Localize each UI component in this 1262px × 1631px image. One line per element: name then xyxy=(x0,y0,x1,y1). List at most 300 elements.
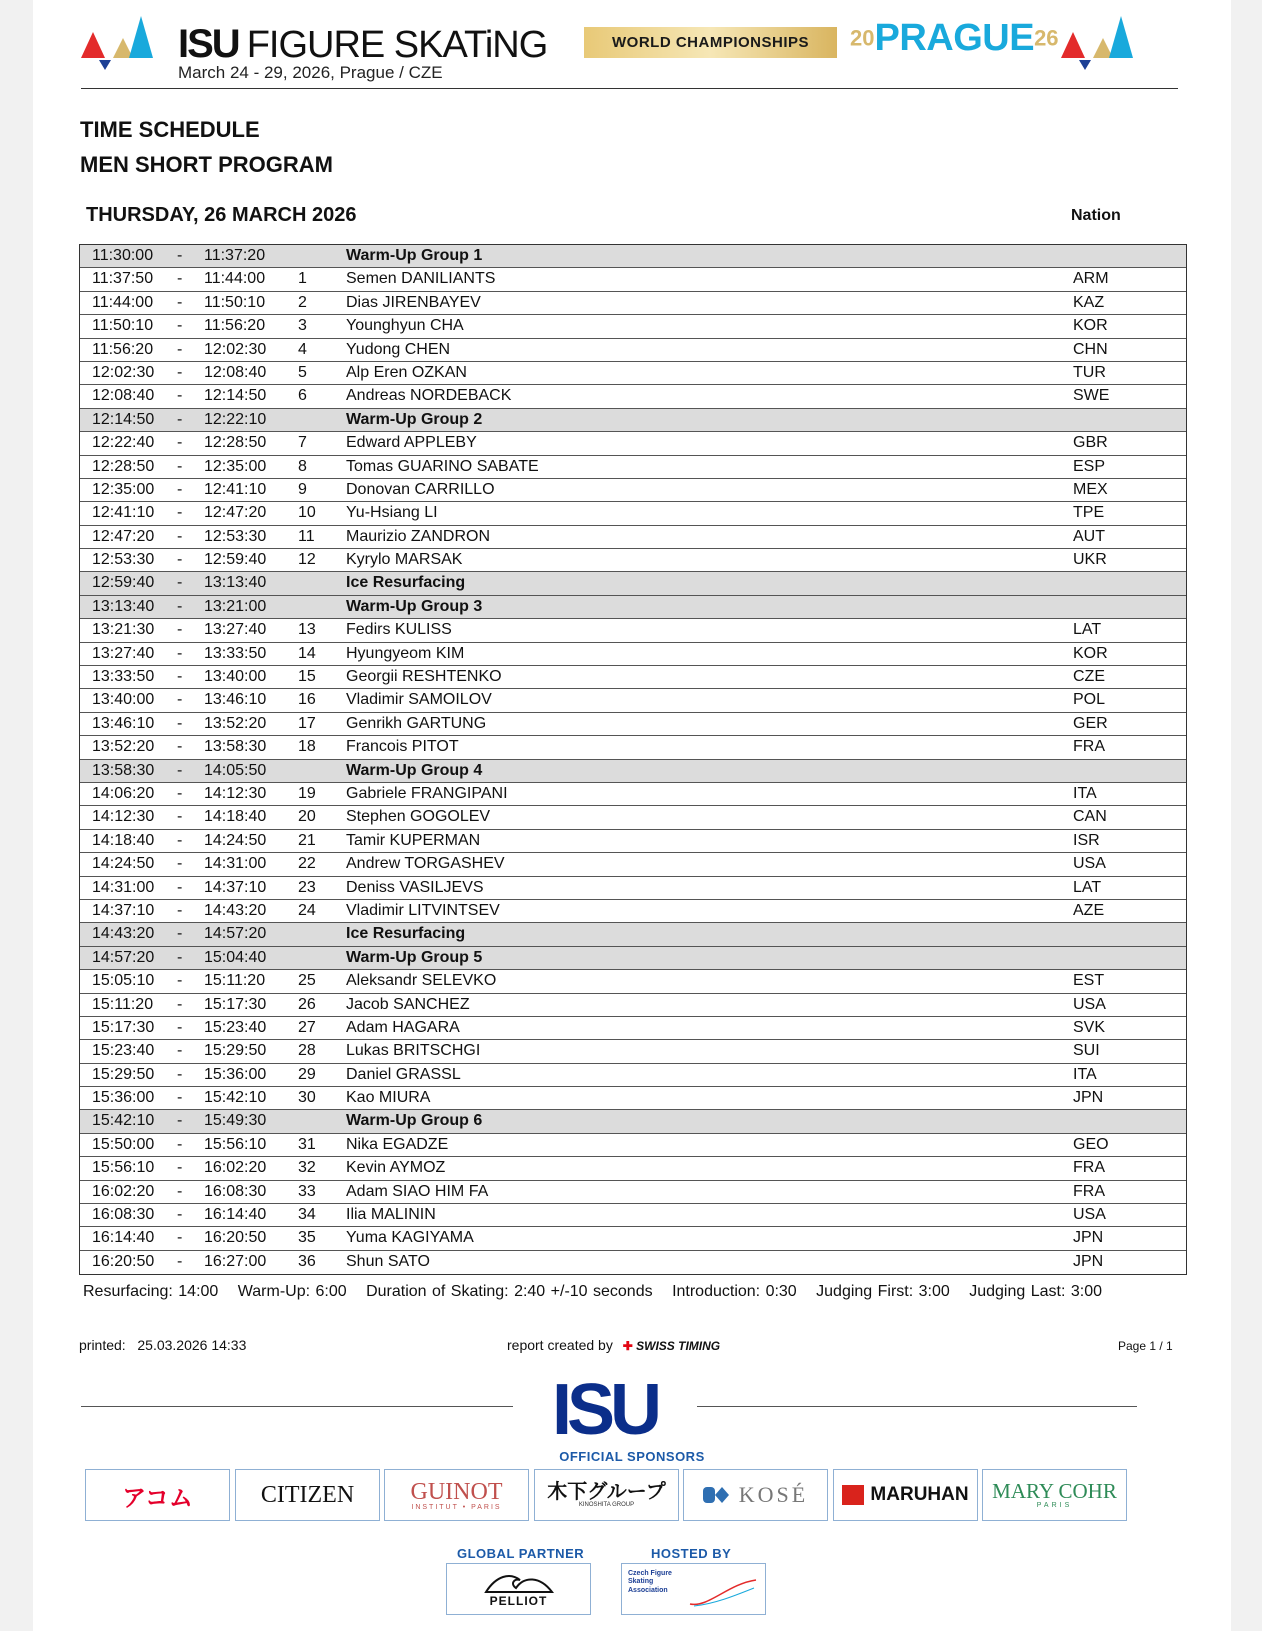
start-time: 16:02:20 xyxy=(92,1182,155,1200)
schedule-entry-row xyxy=(80,1157,1186,1180)
time-separator: - xyxy=(177,480,183,498)
nation-code: CAN xyxy=(1073,808,1107,826)
note-duration: Duration of Skating: 2:40 +/-10 seconds xyxy=(366,1283,653,1300)
printed-value: 25.03.2026 14:33 xyxy=(137,1337,247,1353)
skater-name: Vladimir LITVINTSEV xyxy=(346,901,500,919)
end-time: 15:29:50 xyxy=(204,1042,267,1060)
schedule-entry-row xyxy=(80,1251,1186,1274)
skater-name: Francois PITOT xyxy=(346,738,459,756)
doc-subtitle: MEN SHORT PROGRAM xyxy=(80,152,333,177)
maruhan-mark-icon xyxy=(842,1485,864,1505)
start-number: 5 xyxy=(298,363,307,381)
time-separator: - xyxy=(177,527,183,545)
start-number: 16 xyxy=(298,691,316,709)
schedule-entry-row xyxy=(80,1017,1186,1040)
championship-triangles-left-icon xyxy=(77,14,157,72)
schedule-entry-row xyxy=(80,385,1186,408)
schedule-table xyxy=(79,244,1187,1275)
citizen-logo: CITIZEN xyxy=(260,1481,355,1508)
start-time: 14:12:30 xyxy=(92,808,155,826)
start-number: 12 xyxy=(298,551,316,569)
time-separator: - xyxy=(177,644,183,662)
schedule-entry-row xyxy=(80,432,1186,455)
schedule-section-row xyxy=(80,245,1186,268)
nation-code: GBR xyxy=(1073,434,1108,452)
nation-code: ISR xyxy=(1073,831,1100,849)
guinot-logo: GUINOT xyxy=(410,1478,503,1505)
start-time: 11:56:20 xyxy=(92,340,154,358)
skater-name: Andrew TORGASHEV xyxy=(346,855,505,873)
end-time: 14:31:00 xyxy=(204,855,267,873)
time-separator: - xyxy=(177,738,183,756)
time-separator: - xyxy=(177,1042,183,1060)
start-time: 14:06:20 xyxy=(92,784,155,802)
time-separator: - xyxy=(177,1018,183,1036)
sponsor-guinot xyxy=(384,1469,529,1521)
host-csfa xyxy=(621,1563,766,1615)
start-number: 3 xyxy=(298,317,307,335)
time-separator: - xyxy=(177,855,183,873)
maruhan-logo: MARUHAN xyxy=(870,1484,969,1505)
start-number: 29 xyxy=(298,1065,316,1083)
note-introduction: Introduction: 0:30 xyxy=(672,1283,797,1300)
nation-column-header: Nation xyxy=(1071,207,1121,224)
time-separator: - xyxy=(177,247,183,264)
kose-logo: KOSÉ xyxy=(738,1482,809,1507)
time-separator: - xyxy=(177,597,183,615)
end-time: 15:23:40 xyxy=(204,1018,267,1036)
start-time: 15:56:10 xyxy=(92,1159,155,1177)
end-time: 15:11:20 xyxy=(204,972,266,990)
start-time: 15:17:30 xyxy=(92,1018,155,1036)
start-time: 13:13:40 xyxy=(92,597,155,615)
section-label: Warm-Up Group 2 xyxy=(346,410,483,428)
schedule-entry-row xyxy=(80,1181,1186,1204)
end-time: 14:37:10 xyxy=(204,878,267,896)
start-time: 11:30:00 xyxy=(92,247,154,264)
start-time: 12:59:40 xyxy=(92,574,155,592)
isu-logo: ISU xyxy=(552,1370,658,1450)
nation-code: USA xyxy=(1073,1206,1106,1224)
start-time: 14:57:20 xyxy=(92,948,155,966)
end-time: 15:04:40 xyxy=(204,948,267,966)
time-separator: - xyxy=(177,761,183,779)
swiss-timing-logo xyxy=(623,1339,720,1353)
skater-name: Yuma KAGIYAMA xyxy=(346,1229,474,1247)
start-number: 13 xyxy=(298,621,316,639)
section-label: Warm-Up Group 3 xyxy=(346,597,483,615)
start-time: 12:41:10 xyxy=(92,504,155,522)
nation-code: USA xyxy=(1073,995,1106,1013)
nation-code: TPE xyxy=(1073,504,1105,522)
swiss-timing-text: SWISS TIMING xyxy=(636,1339,721,1353)
time-separator: - xyxy=(177,691,183,709)
sponsor-acom xyxy=(85,1469,230,1521)
skater-name: Yu-Hsiang LI xyxy=(346,504,438,522)
nation-code: KOR xyxy=(1073,644,1108,662)
time-separator: - xyxy=(177,831,183,849)
schedule-entry-row xyxy=(80,1087,1186,1110)
time-separator: - xyxy=(177,387,183,405)
start-time: 15:36:00 xyxy=(92,1089,155,1107)
start-time: 13:46:10 xyxy=(92,714,155,732)
section-label: Warm-Up Group 6 xyxy=(346,1112,483,1130)
skater-name: Tamir KUPERMAN xyxy=(346,831,481,849)
skater-name: Adam SIAO HIM FA xyxy=(346,1182,489,1200)
end-time: 16:20:50 xyxy=(204,1229,267,1247)
nation-code: GEO xyxy=(1073,1135,1109,1153)
skater-name: Stephen GOGOLEV xyxy=(346,808,491,826)
footer-divider-left xyxy=(81,1406,513,1407)
schedule-entry-row xyxy=(80,666,1186,689)
time-separator: - xyxy=(177,1229,183,1247)
schedule-entry-row xyxy=(80,783,1186,806)
end-time: 11:56:20 xyxy=(204,317,266,335)
start-number: 18 xyxy=(298,738,316,756)
start-number: 27 xyxy=(298,1018,316,1036)
skater-name: Daniel GRASSL xyxy=(346,1065,461,1083)
schedule-entry-row xyxy=(80,1064,1186,1087)
schedule-entry-row xyxy=(80,994,1186,1017)
start-number: 25 xyxy=(298,972,316,990)
time-separator: - xyxy=(177,1206,183,1224)
start-number: 35 xyxy=(298,1229,316,1247)
end-time: 13:13:40 xyxy=(204,574,267,592)
sponsor-kose xyxy=(683,1469,828,1521)
end-time: 12:22:10 xyxy=(204,410,267,428)
time-separator: - xyxy=(177,1112,183,1130)
end-time: 13:40:00 xyxy=(204,668,267,686)
start-number: 21 xyxy=(298,831,316,849)
end-time: 16:02:20 xyxy=(204,1159,267,1177)
end-time: 16:14:40 xyxy=(204,1206,267,1224)
start-time: 16:08:30 xyxy=(92,1206,155,1224)
skater-name: Younghyun CHA xyxy=(346,317,464,335)
hosted-by-heading: HOSTED BY xyxy=(651,1546,732,1561)
start-number: 1 xyxy=(298,270,307,288)
pelliot-logo: PELLIOT xyxy=(489,1594,548,1608)
schedule-entry-row xyxy=(80,643,1186,666)
time-separator: - xyxy=(177,948,183,966)
skater-name: Deniss VASILJEVS xyxy=(346,878,484,896)
time-separator: - xyxy=(177,317,183,335)
time-separator: - xyxy=(177,808,183,826)
start-number: 17 xyxy=(298,714,316,732)
end-time: 12:28:50 xyxy=(204,434,267,452)
start-time: 14:24:50 xyxy=(92,855,155,873)
nation-code: TUR xyxy=(1073,363,1106,381)
page-number: Page 1 / 1 xyxy=(1118,1339,1173,1353)
end-time: 12:59:40 xyxy=(204,551,267,569)
time-separator: - xyxy=(177,878,183,896)
start-time: 11:44:00 xyxy=(92,293,154,311)
printed-stamp xyxy=(79,1337,246,1353)
start-number: 14 xyxy=(298,644,316,662)
end-time: 14:05:50 xyxy=(204,761,267,779)
start-time: 14:31:00 xyxy=(92,878,155,896)
end-time: 15:56:10 xyxy=(204,1135,267,1153)
nation-code: LAT xyxy=(1073,878,1102,896)
skater-name: Kyrylo MARSAK xyxy=(346,551,463,569)
schedule-entry-row xyxy=(80,479,1186,502)
nation-code: CZE xyxy=(1073,668,1105,686)
nation-code: SVK xyxy=(1073,1018,1106,1036)
schedule-section-row xyxy=(80,947,1186,970)
end-time: 13:52:20 xyxy=(204,714,267,732)
skater-name: Semen DANILIANTS xyxy=(346,270,496,288)
start-time: 13:33:50 xyxy=(92,668,155,686)
section-label: Ice Resurfacing xyxy=(346,925,466,943)
partner-pelliot xyxy=(446,1563,591,1615)
end-time: 11:50:10 xyxy=(204,293,266,311)
global-partner-heading: GLOBAL PARTNER xyxy=(457,1546,585,1561)
skater-name: Donovan CARRILLO xyxy=(346,480,495,498)
time-separator: - xyxy=(177,1135,183,1153)
schedule-section-row xyxy=(80,409,1186,432)
start-time: 12:02:30 xyxy=(92,363,155,381)
start-number: 32 xyxy=(298,1159,316,1177)
year-right: 26 xyxy=(1034,25,1059,51)
end-time: 16:08:30 xyxy=(204,1182,267,1200)
start-time: 16:20:50 xyxy=(92,1252,155,1270)
start-number: 11 xyxy=(298,527,315,545)
start-number: 28 xyxy=(298,1042,316,1060)
time-separator: - xyxy=(177,901,183,919)
note-judging-last: Judging Last: 3:00 xyxy=(969,1283,1102,1300)
start-time: 13:27:40 xyxy=(92,644,155,662)
csfa-logo: Czech Figure Skating Association xyxy=(628,1570,672,1594)
start-time: 13:40:00 xyxy=(92,691,155,709)
schedule-section-row xyxy=(80,596,1186,619)
time-separator: - xyxy=(177,363,183,381)
time-separator: - xyxy=(177,621,183,639)
skater-name: Edward APPLEBY xyxy=(346,434,477,452)
start-time: 14:37:10 xyxy=(92,901,155,919)
prague-logo xyxy=(850,17,1059,60)
nation-code: JPN xyxy=(1073,1229,1104,1247)
schedule-entry-row xyxy=(80,456,1186,479)
year-left: 20 xyxy=(850,25,875,51)
note-warmup: Warm-Up: 6:00 xyxy=(237,1283,347,1300)
start-time: 11:37:50 xyxy=(92,270,154,288)
nation-code: ARM xyxy=(1073,270,1109,288)
time-separator: - xyxy=(177,1089,183,1107)
brand-title xyxy=(178,22,547,67)
start-time: 12:22:40 xyxy=(92,434,155,452)
time-separator: - xyxy=(177,270,183,288)
figure-skating-wordmark: FIGURE SKATiNG xyxy=(246,24,548,66)
schedule-entry-row xyxy=(80,853,1186,876)
nation-code: KOR xyxy=(1073,317,1108,335)
sponsor-mary-cohr xyxy=(982,1469,1127,1521)
note-resurfacing: Resurfacing: 14:00 xyxy=(83,1283,219,1300)
end-time: 15:49:30 xyxy=(204,1112,267,1130)
city-name: PRAGUE xyxy=(874,17,1035,59)
skater-name: Jacob SANCHEZ xyxy=(346,995,470,1013)
end-time: 15:17:30 xyxy=(204,995,267,1013)
start-number: 36 xyxy=(298,1252,316,1270)
nation-code: AZE xyxy=(1073,901,1105,919)
skater-name: Yudong CHEN xyxy=(346,340,451,358)
skater-name: Shun SATO xyxy=(346,1252,430,1270)
end-time: 14:43:20 xyxy=(204,901,267,919)
schedule-entry-row xyxy=(80,315,1186,338)
end-time: 12:02:30 xyxy=(204,340,267,358)
start-time: 15:11:20 xyxy=(92,995,154,1013)
start-number: 24 xyxy=(298,901,316,919)
start-time: 15:29:50 xyxy=(92,1065,155,1083)
start-time: 15:23:40 xyxy=(92,1042,155,1060)
time-separator: - xyxy=(177,784,183,802)
start-number: 26 xyxy=(298,995,316,1013)
start-time: 12:28:50 xyxy=(92,457,155,475)
nation-code: UKR xyxy=(1073,551,1107,569)
mary-cohr-logo: MARY COHR xyxy=(992,1479,1117,1503)
time-separator: - xyxy=(177,972,183,990)
world-championships-band: WORLD CHAMPIONSHIPS xyxy=(584,27,837,58)
time-separator: - xyxy=(177,340,183,358)
schedule-entry-row xyxy=(80,713,1186,736)
start-number: 34 xyxy=(298,1206,316,1224)
skater-name: Adam HAGARA xyxy=(346,1018,460,1036)
start-time: 15:50:00 xyxy=(92,1135,155,1153)
schedule-page xyxy=(33,0,1231,1631)
nation-code: ITA xyxy=(1073,1065,1097,1083)
start-number: 4 xyxy=(298,340,307,358)
sponsor-maruhan xyxy=(833,1469,978,1521)
start-number: 8 xyxy=(298,457,307,475)
end-time: 13:21:00 xyxy=(204,597,267,615)
schedule-notes xyxy=(83,1283,1102,1301)
acom-logo: アコム xyxy=(122,1484,193,1512)
time-separator: - xyxy=(177,434,183,452)
start-time: 13:21:30 xyxy=(92,621,155,639)
skater-name: Aleksandr SELEVKO xyxy=(346,972,497,990)
start-time: 16:14:40 xyxy=(92,1229,155,1247)
start-number: 19 xyxy=(298,784,316,802)
schedule-entry-row xyxy=(80,526,1186,549)
time-separator: - xyxy=(177,1252,183,1270)
schedule-entry-row xyxy=(80,1134,1186,1157)
isu-wordmark: ISU xyxy=(178,22,239,66)
skater-name: Maurizio ZANDRON xyxy=(346,527,491,545)
time-separator: - xyxy=(177,504,183,522)
time-separator: - xyxy=(177,1182,183,1200)
schedule-entry-row xyxy=(80,877,1186,900)
skater-name: Kao MIURA xyxy=(346,1089,431,1107)
schedule-entry-row xyxy=(80,268,1186,291)
schedule-entry-row xyxy=(80,900,1186,923)
end-time: 13:27:40 xyxy=(204,621,267,639)
nation-code: FRA xyxy=(1073,1182,1105,1200)
nation-code: ITA xyxy=(1073,784,1097,802)
start-time: 11:50:10 xyxy=(92,317,154,335)
nation-code: LAT xyxy=(1073,621,1102,639)
report-credit xyxy=(507,1337,720,1353)
nation-code: JPN xyxy=(1073,1089,1104,1107)
skater-name: Nika EGADZE xyxy=(346,1135,449,1153)
schedule-entry-row xyxy=(80,549,1186,572)
start-time: 12:35:00 xyxy=(92,480,155,498)
start-number: 6 xyxy=(298,387,307,405)
report-text: report created by xyxy=(507,1337,613,1353)
schedule-day: THURSDAY, 26 MARCH 2026 xyxy=(86,204,357,226)
skater-name: Lukas BRITSCHGI xyxy=(346,1042,481,1060)
schedule-entry-row xyxy=(80,830,1186,853)
skater-name: Georgii RESHTENKO xyxy=(346,668,502,686)
event-dates: March 24 - 29, 2026, Prague / CZE xyxy=(178,63,443,82)
schedule-entry-row xyxy=(80,1227,1186,1250)
nation-code: KAZ xyxy=(1073,293,1105,311)
skater-name: Fedirs KULISS xyxy=(346,621,452,639)
end-time: 16:27:00 xyxy=(204,1252,267,1270)
skater-name: Vladimir SAMOILOV xyxy=(346,691,492,709)
skater-name: Hyungyeom KIM xyxy=(346,644,465,662)
end-time: 11:44:00 xyxy=(204,270,266,288)
skater-name: Dias JIRENBAYEV xyxy=(346,293,481,311)
official-sponsors-heading: OFFICIAL SPONSORS xyxy=(559,1449,705,1464)
start-time: 12:47:20 xyxy=(92,527,155,545)
schedule-section-row xyxy=(80,923,1186,946)
schedule-entry-row xyxy=(80,1204,1186,1227)
nation-code: CHN xyxy=(1073,340,1108,358)
kinoshita-logo: 木下グループ xyxy=(547,1481,666,1503)
start-time: 15:05:10 xyxy=(92,972,155,990)
nation-code: JPN xyxy=(1073,1252,1104,1270)
start-time: 14:43:20 xyxy=(92,925,155,943)
nation-code: GER xyxy=(1073,714,1108,732)
nation-code: POL xyxy=(1073,691,1106,709)
end-time: 12:14:50 xyxy=(204,387,267,405)
csfa-swoosh-icon xyxy=(688,1574,758,1610)
championship-triangles-right-icon xyxy=(1057,14,1137,72)
guinot-tagline: INSTITUT • PARIS xyxy=(411,1503,502,1511)
doc-title: TIME SCHEDULE xyxy=(80,117,260,142)
schedule-entry-row xyxy=(80,502,1186,525)
nation-code: FRA xyxy=(1073,1159,1105,1177)
time-separator: - xyxy=(177,995,183,1013)
mary-cohr-tagline: PARIS xyxy=(1036,1502,1073,1509)
end-time: 12:35:00 xyxy=(204,457,267,475)
end-time: 11:37:20 xyxy=(204,247,266,264)
nation-code: MEX xyxy=(1073,480,1108,498)
section-label: Warm-Up Group 1 xyxy=(346,247,483,264)
nation-code: FRA xyxy=(1073,738,1105,756)
skater-name: Alp Eren OZKAN xyxy=(346,363,467,381)
schedule-entry-row xyxy=(80,339,1186,362)
end-time: 12:41:10 xyxy=(204,480,267,498)
end-time: 14:12:30 xyxy=(204,784,267,802)
time-separator: - xyxy=(177,1065,183,1083)
section-label: Warm-Up Group 4 xyxy=(346,761,483,779)
header-divider xyxy=(81,88,1178,89)
end-time: 13:58:30 xyxy=(204,738,267,756)
start-time: 12:53:30 xyxy=(92,551,155,569)
schedule-entry-row xyxy=(80,362,1186,385)
pelliot-wave-icon xyxy=(484,1570,554,1594)
time-separator: - xyxy=(177,457,183,475)
end-time: 15:36:00 xyxy=(204,1065,267,1083)
nation-code: EST xyxy=(1073,972,1105,990)
start-time: 15:42:10 xyxy=(92,1112,155,1130)
start-number: 2 xyxy=(298,293,307,311)
time-separator: - xyxy=(177,1159,183,1177)
start-time: 13:52:20 xyxy=(92,738,155,756)
schedule-entry-row xyxy=(80,619,1186,642)
nation-code: SUI xyxy=(1073,1042,1100,1060)
skater-name: Genrikh GARTUNG xyxy=(346,714,487,732)
start-number: 10 xyxy=(298,504,316,522)
